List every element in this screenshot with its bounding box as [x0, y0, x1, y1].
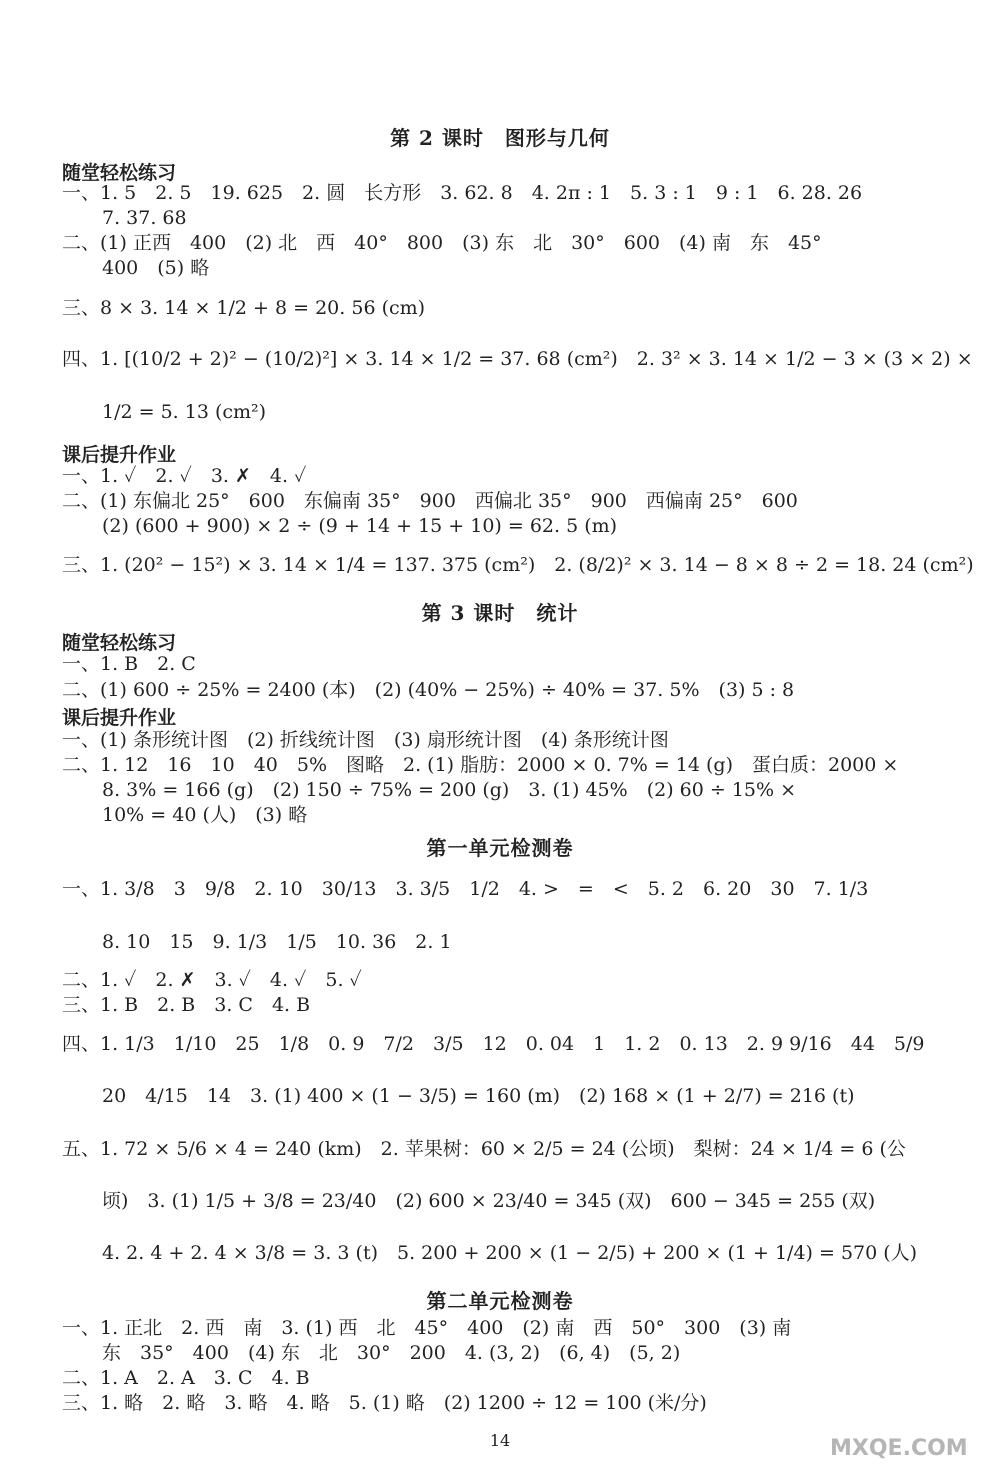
- answer-line: 一、(1) 条形统计图 (2) 折线统计图 (3) 扇形统计图 (4) 条形统计图: [62, 729, 669, 751]
- lesson2-practice-heading: 随堂轻松练习: [62, 162, 177, 184]
- answer-line: 四、1. [(10/2 + 2)² − (10/2)²] × 3. 14 × 1/2 = 37. 68 (cm²) 2. 3² × 3. 14 × 1/2 − 3 × (3 × 2) ×: [62, 348, 973, 370]
- answer-line: 三、1. B 2. B 3. C 4. B: [62, 994, 311, 1016]
- answer-line: 400 (5) 略: [102, 257, 210, 279]
- answer-line: 三、8 × 3. 14 × 1/2 + 8 = 20. 56 (cm): [62, 297, 426, 319]
- answer-line: 三、1. 略 2. 略 3. 略 4. 略 5. (1) 略 (2) 1200 ÷ 12 = 100 (米/分): [62, 1392, 707, 1414]
- page-number: 14: [489, 1431, 511, 1450]
- lesson2-title: 第 2 课时 图形与几何: [390, 126, 610, 150]
- lesson2-homework-heading: 课后提升作业: [62, 444, 177, 466]
- answer-line: 1/2 = 5. 13 (cm²): [102, 401, 267, 423]
- answer-line: 三、1. (20² − 15²) × 3. 14 × 1/4 = 137. 375 (cm²) 2. (8/2)² × 3. 14 − 8 × 8 ÷ 2 = 18. 24 (cm²): [62, 554, 974, 576]
- lesson3-practice-heading: 随堂轻松练习: [62, 632, 177, 654]
- answer-line: 二、1. A 2. A 3. C 4. B: [62, 1367, 310, 1389]
- answer-line: 一、1. B 2. C: [62, 653, 196, 675]
- answer-line: 一、1. 正北 2. 西 南 3. (1) 西 北 45° 400 (2) 南 西 50° 300 (3) 南: [62, 1317, 792, 1339]
- answer-line: 10% = 40 (人) (3) 略: [102, 804, 308, 826]
- watermark: MXQE.COM: [830, 1436, 968, 1461]
- answer-line: 二、(1) 600 ÷ 25% = 2400 (本) (2) (40% − 25%) ÷ 40% = 37. 5% (3) 5 : 8: [62, 679, 795, 701]
- answer-line: 东 35° 400 (4) 东 北 30° 200 4. (3, 2) (6, 4) (5, 2): [102, 1342, 681, 1364]
- unit2-title: 第二单元检测卷: [426, 1289, 574, 1313]
- answer-line: 二、1. ✓ 2. ✗ 3. ✓ 4. ✓ 5. ✓: [62, 969, 362, 991]
- answer-line: 顷) 3. (1) 1/5 + 3/8 = 23/40 (2) 600 × 23/40 = 345 (双) 600 − 345 = 255 (双): [102, 1190, 876, 1212]
- lesson3-title: 第 3 课时 统计: [421, 601, 579, 625]
- lesson3-homework-heading: 课后提升作业: [62, 707, 177, 729]
- answer-line: 五、1. 72 × 5/6 × 4 = 240 (km) 2. 苹果树：60 × 2/5 = 24 (公顷) 梨树：24 × 1/4 = 6 (公: [62, 1138, 906, 1160]
- answer-line: 二、(1) 东偏北 25° 600 东偏南 35° 900 西偏北 35° 900 西偏南 25° 600: [62, 490, 798, 512]
- answer-line: 二、1. 12 16 10 40 5% 图略 2. (1) 脂肪：2000 × 0. 7% = 14 (g) 蛋白质：2000 ×: [62, 754, 899, 776]
- answer-line: 8. 10 15 9. 1/3 1/5 10. 36 2. 1: [102, 931, 452, 953]
- answer-line: 4. 2. 4 + 2. 4 × 3/8 = 3. 3 (t) 5. 200 + 200 × (1 − 2/5) + 200 × (1 + 1/4) = 570 (人): [102, 1242, 918, 1264]
- answer-line: 一、1. 3/8 3 9/8 2. 10 30/13 3. 3/5 1/2 4. > = < 5. 2 6. 20 30 7. 1/3: [62, 878, 869, 900]
- answer-line: 二、(1) 正西 400 (2) 北 西 40° 800 (3) 东 北 30° 600 (4) 南 东 45°: [62, 232, 822, 254]
- unit1-title: 第一单元检测卷: [426, 836, 574, 860]
- answer-line: 8. 3% = 166 (g) (2) 150 ÷ 75% = 200 (g) 3. (1) 45% (2) 60 ÷ 15% ×: [102, 779, 797, 801]
- answer-line: 一、1. ✓ 2. ✓ 3. ✗ 4. ✓: [62, 465, 307, 487]
- answer-line: 20 4/15 14 3. (1) 400 × (1 − 3/5) = 160 (m) (2) 168 × (1 + 2/7) = 216 (t): [102, 1085, 855, 1107]
- answer-line: 7. 37. 68: [102, 207, 187, 229]
- answer-line: (2) (600 + 900) × 2 ÷ (9 + 14 + 15 + 10) = 62. 5 (m): [102, 515, 618, 537]
- answer-line: 四、1. 1/3 1/10 25 1/8 0. 9 7/2 3/5 12 0. 04 1 1. 2 0. 13 2. 9 9/16 44 5/9: [62, 1033, 925, 1055]
- answer-line: 一、1. 5 2. 5 19. 625 2. 圆 长方形 3. 62. 8 4. 2π : 1 5. 3 : 1 9 : 1 6. 28. 26: [62, 182, 863, 204]
